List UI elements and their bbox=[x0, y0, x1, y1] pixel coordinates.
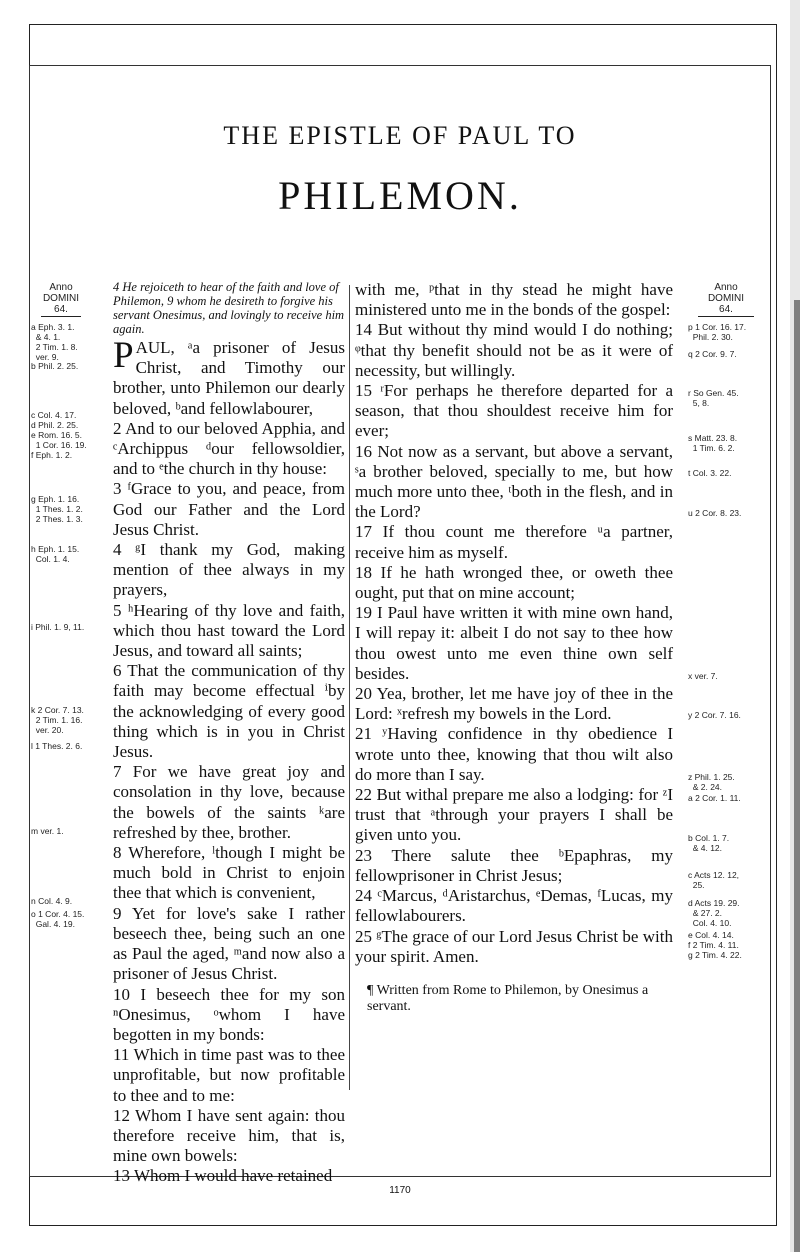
verse: 7 For we have great joy and consolation in thy love, because the bowels of the saints ᵏare refreshed by thee, brother. bbox=[113, 762, 345, 842]
margin-ref: k 2 Cor. 7. 13. 2 Tim. 1. 16. ver. 20. bbox=[31, 705, 84, 735]
margin-ref: s Matt. 23. 8. 1 Tim. 6. 2. bbox=[688, 433, 738, 453]
margin-ref: z Phil. 1. 25. & 2. 24. bbox=[688, 772, 735, 792]
margin-ref: f 2 Tim. 4. 11. bbox=[688, 940, 739, 950]
margin-ref: f Eph. 1. 2. bbox=[31, 450, 73, 460]
anno-label: Anno bbox=[714, 282, 738, 293]
colophon: ¶ Written from Rome to Philemon, by Onesimus a servant. bbox=[367, 982, 649, 1014]
verse: 14 But without thy mind would I do nothing; ᵠthat thy benefit should not be as it were of necessity, but willingly. bbox=[355, 320, 673, 380]
left-anno-domini bbox=[31, 282, 91, 317]
anno-year: 64. bbox=[698, 304, 754, 317]
margin-ref: r So Gen. 45. 5, 8. bbox=[688, 388, 739, 408]
margin-ref: e Rom. 16. 5. 1 Cor. 16. 19. bbox=[31, 430, 87, 450]
margin-ref: h Eph. 1. 15. Col. 1. 4. bbox=[31, 544, 80, 564]
margin-ref: n Col. 4. 9. bbox=[31, 896, 73, 906]
right-anno-domini bbox=[688, 282, 764, 317]
margin-ref: c Acts 12. 12, 25. bbox=[688, 870, 740, 890]
verse: 23 There salute thee ᵇEpaphras, my fellowprisoner in Christ Jesus; bbox=[355, 845, 673, 885]
margin-ref: u 2 Cor. 8. 23. bbox=[688, 508, 742, 518]
verse: 16 Not now as a servant, but above a servant, ˢa brother beloved, specially to me, but how much more unto thee, ᵗboth in the flesh, and in the Lord? bbox=[355, 441, 673, 522]
verse-text: AUL, ᵃa prisoner of Jesus Christ, and Timothy our brother, unto Philemon our dearly beloved, ᵇand fellowlabourer, bbox=[113, 338, 345, 418]
verse: 20 Yea, brother, let me have joy of thee in the Lord: ˣrefresh my bowels in the Lord. bbox=[355, 684, 673, 724]
verse: 19 I Paul have written it with mine own hand, I will repay it: albeit I do not say to thee how thou owest unto me even thine own self besides. bbox=[355, 603, 673, 683]
column-divider bbox=[349, 285, 350, 1090]
anno-domini: DOMINI bbox=[42, 293, 80, 304]
column-1-verses bbox=[113, 335, 345, 1187]
verse-1 bbox=[113, 335, 345, 419]
verse: 6 That the communication of thy faith may become effectual ⁱby the acknowledging of every good thing which is in you in Christ Jesus. bbox=[113, 661, 345, 762]
margin-ref: c Col. 4. 17. bbox=[31, 410, 77, 420]
margin-ref: l 1 Thes. 2. 6. bbox=[31, 741, 83, 751]
margin-ref: t Col. 3. 22. bbox=[688, 468, 732, 478]
verse: 4 ᵍI thank my God, making mention of thee always in my prayers, bbox=[113, 540, 345, 600]
chapter-summary: 4 He rejoiceth to hear of the faith and love of Philemon, 9 whom he desireth to forgive his servant Onesimus, and lovingly to receive him again. bbox=[113, 280, 345, 336]
anno-domini: DOMINI bbox=[707, 293, 745, 304]
margin-ref: i Phil. 1. 9, 11. bbox=[31, 622, 85, 632]
margin-ref: g 2 Tim. 4. 22. bbox=[688, 950, 742, 960]
book-title: PHILEMON. bbox=[278, 173, 522, 218]
margin-ref: a Eph. 3. 1. & 4. 1. 2 Tim. 1. 8. ver. 9. bbox=[31, 322, 78, 362]
verse: 11 Which in time past was to thee unprofitable, but now profitable to thee and to me: bbox=[113, 1045, 345, 1105]
verse: 18 If he hath wronged thee, or oweth thee ought, put that on mine account; bbox=[355, 562, 673, 603]
anno-year: 64. bbox=[41, 304, 81, 317]
verse: 21 ʸHaving confidence in thy obedience I wrote unto thee, knowing that thou wilt also do more than I say. bbox=[355, 724, 673, 784]
verse: 10 I beseech thee for my son ⁿOnesimus, ᵒwhom I have begotten in my bonds: bbox=[113, 984, 345, 1044]
verse: 9 Yet for love's sake I rather beseech thee, being such an one as Paul the aged, ᵐand now also a prisoner of Jesus Christ. bbox=[113, 903, 345, 984]
verse: 15 ʳFor perhaps he therefore departed for a season, that thou shouldest receive him for ever; bbox=[355, 381, 673, 441]
text-column-2 bbox=[355, 280, 673, 1029]
verse: 2 And to our beloved Apphia, and ᶜArchippus ᵈour fellowsoldier, and to ᵉthe church in thy house: bbox=[113, 418, 345, 479]
margin-ref: q 2 Cor. 9. 7. bbox=[688, 349, 737, 359]
margin-ref: p 1 Cor. 16. 17. Phil. 2. 30. bbox=[688, 322, 747, 342]
verse: 8 Wherefore, ˡthough I might be much bold in Christ to enjoin thee that which is convenient, bbox=[113, 843, 345, 903]
margin-ref: a 2 Cor. 1. 11. bbox=[688, 793, 741, 803]
margin-ref: e Col. 4. 14. bbox=[688, 930, 734, 940]
drop-cap: P bbox=[113, 335, 134, 376]
margin-ref: g Eph. 1. 16. 1 Thes. 1. 2. 2 Thes. 1. 3. bbox=[31, 494, 83, 524]
verse: 24 ᶜMarcus, ᵈAristarchus, ᵉDemas, ᶠLucas, my fellowlabourers. bbox=[355, 886, 673, 926]
verse: 12 Whom I have sent again: thou therefore receive him, that is, mine own bowels: bbox=[113, 1105, 345, 1166]
verse: 13 Whom I would have retained bbox=[113, 1166, 333, 1186]
margin-ref: b Col. 1. 7. & 4. 12. bbox=[688, 833, 730, 853]
verse: 3 ᶠGrace to you, and peace, from God our Father and the Lord Jesus Christ. bbox=[113, 479, 345, 539]
margin-ref: m ver. 1. bbox=[31, 826, 64, 836]
page-number: 1170 bbox=[389, 1185, 411, 1196]
margin-ref: x ver. 7. bbox=[688, 671, 718, 681]
page-edge-shadow bbox=[794, 300, 800, 1252]
verse: 22 But withal prepare me also a lodging: for ᶻI trust that ᵃthrough your prayers I shall be given unto you. bbox=[355, 785, 673, 845]
margin-ref: d Acts 19. 29. & 27. 2. Col. 4. 10. bbox=[688, 898, 740, 928]
margin-ref: d Phil. 2. 25. bbox=[31, 420, 79, 430]
anno-label: Anno bbox=[49, 282, 73, 293]
margin-ref: o 1 Cor. 4. 15. Gal. 4. 19. bbox=[31, 909, 85, 929]
verse: 17 If thou count me therefore ᵘa partner, receive him as myself. bbox=[355, 522, 673, 562]
verse: with me, ᵖthat in thy stead he might have ministered unto me in the bonds of the gospel: bbox=[355, 280, 673, 320]
margin-ref: b Phil. 2. 25. bbox=[31, 361, 79, 371]
verse: 5 ʰHearing of thy love and faith, which thou hast toward the Lord Jesus, and toward all saints; bbox=[113, 600, 345, 661]
margin-ref: y 2 Cor. 7. 16. bbox=[688, 710, 741, 720]
verse: 25 ᵍThe grace of our Lord Jesus Christ be with your spirit. Amen. bbox=[355, 926, 673, 966]
running-title: THE EPISTLE OF PAUL TO bbox=[223, 121, 577, 150]
text-column-1 bbox=[113, 280, 345, 1187]
